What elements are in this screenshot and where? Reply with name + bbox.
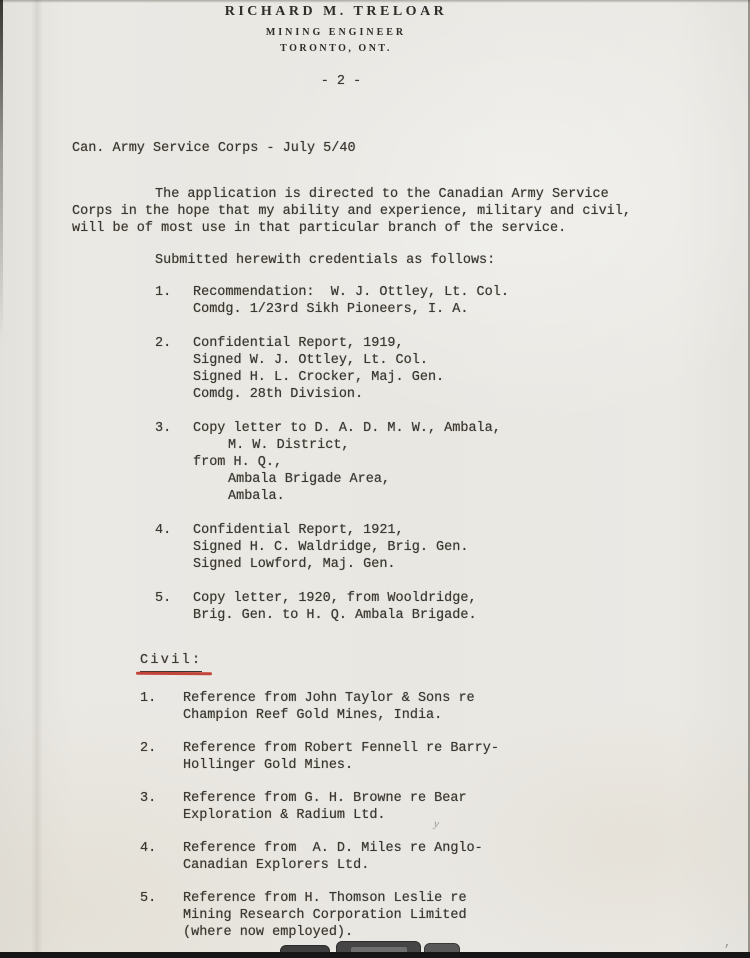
list-item-line: M. W. District, xyxy=(228,438,350,453)
civil-section-heading: Civil: xyxy=(140,652,202,672)
list-item-line: Hollinger Gold Mines. xyxy=(183,758,354,773)
list-item xyxy=(140,690,499,724)
scan-top-edge xyxy=(0,0,750,3)
list-item-line: Signed H. C. Waldridge, Brig. Gen. xyxy=(193,540,469,555)
list-item-number: 2. xyxy=(140,741,157,756)
paragraph-line: The application is directed to the Canadian Army Service xyxy=(155,187,609,202)
letterhead xyxy=(0,4,672,54)
list-item-line: Recommendation: W. J. Ottley, Lt. Col. xyxy=(193,285,509,300)
paragraph-line: will be of most use in that particular branch of the service. xyxy=(72,221,567,236)
list-item-line: from H. Q., xyxy=(193,455,283,470)
bottom-screen-bar xyxy=(0,952,750,958)
list-item-body xyxy=(193,284,509,318)
list-item-line: Confidential Report, 1921, xyxy=(193,523,404,538)
list-item-number: 2. xyxy=(155,336,172,351)
list-item-body xyxy=(193,590,477,624)
paper-speck-mark: , xyxy=(724,936,732,950)
letterhead-name: RICHARD M. TRELOAR xyxy=(224,4,448,19)
red-pen-underline xyxy=(136,671,212,674)
letterhead-location: TORONTO, ONT. xyxy=(280,43,392,54)
list-item-number: 4. xyxy=(155,523,172,538)
list-item-line: (where now employed). xyxy=(183,925,354,940)
list-item xyxy=(140,790,499,824)
list-item-line: Reference from Robert Fennell re Barry- xyxy=(183,741,499,756)
list-item xyxy=(140,840,499,874)
list-item-number: 3. xyxy=(155,421,172,436)
page-number: - 2 - xyxy=(320,74,362,89)
pencil-smudge-mark: y xyxy=(433,817,440,831)
list-item-line: Confidential Report, 1919, xyxy=(193,336,404,351)
list-item xyxy=(155,590,509,624)
list-item-line: Copy letter to D. A. D. M. W., Ambala, xyxy=(193,421,501,436)
list-item-line: Signed Lowford, Maj. Gen. xyxy=(193,557,396,572)
list-item xyxy=(155,284,509,318)
list-item-line: Reference from G. H. Browne re Bear xyxy=(183,791,467,806)
list-item-body xyxy=(193,335,444,403)
list-item-body xyxy=(183,840,483,874)
military-credentials-list xyxy=(155,284,509,641)
list-item-line: Reference from H. Thomson Leslie re xyxy=(183,891,467,906)
list-item-number: 5. xyxy=(140,891,157,906)
paper-crease xyxy=(31,0,43,958)
subject-date-line: Can. Army Service Corps - July 5/40 xyxy=(72,141,356,156)
list-item-line: Comdg. 1/23rd Sikh Pioneers, I. A. xyxy=(193,302,469,317)
list-item-number: 1. xyxy=(140,691,157,706)
opening-paragraph xyxy=(72,186,712,237)
list-item-body xyxy=(183,690,475,724)
list-item-body xyxy=(193,420,501,505)
list-item-number: 5. xyxy=(155,591,172,606)
list-item-line: Reference from A. D. Miles re Anglo- xyxy=(183,841,483,856)
credentials-intro: Submitted herewith credentials as follows: xyxy=(155,253,496,268)
list-item-line: Copy letter, 1920, from Wooldridge, xyxy=(193,591,477,606)
list-item xyxy=(155,420,509,505)
list-item-body xyxy=(183,790,467,824)
list-item-body xyxy=(183,740,499,774)
list-item-line: Reference from John Taylor & Sons re xyxy=(183,691,475,706)
list-item xyxy=(140,890,499,941)
list-item-number: 4. xyxy=(140,841,157,856)
list-item xyxy=(140,740,499,774)
list-item-line: Ambala. xyxy=(228,489,285,504)
list-item-line: Comdg. 28th Division. xyxy=(193,387,364,402)
list-item-number: 1. xyxy=(155,285,172,300)
civil-references-list xyxy=(140,690,499,957)
paragraph-line: Corps in the hope that my ability and experience, military and civil, xyxy=(72,204,631,219)
list-item-body xyxy=(193,522,468,573)
list-item-line: Mining Research Corporation Limited xyxy=(183,908,467,923)
list-item-line: Exploration & Radium Ltd. xyxy=(183,808,386,823)
list-item-line: Ambala Brigade Area, xyxy=(228,472,391,487)
letterhead-title: MINING ENGINEER xyxy=(265,27,407,38)
list-item xyxy=(155,335,509,403)
list-item-body xyxy=(183,890,467,941)
list-item-line: Signed W. J. Ottley, Lt. Col. xyxy=(193,353,428,368)
list-item-number: 3. xyxy=(140,791,157,806)
list-item-line: Canadian Explorers Ltd. xyxy=(183,858,370,873)
list-item xyxy=(155,522,509,573)
list-item-line: Signed H. L. Crocker, Maj. Gen. xyxy=(193,370,445,385)
list-item-line: Brig. Gen. to H. Q. Ambala Brigade. xyxy=(193,608,477,623)
list-item-line: Champion Reef Gold Mines, India. xyxy=(183,708,443,723)
